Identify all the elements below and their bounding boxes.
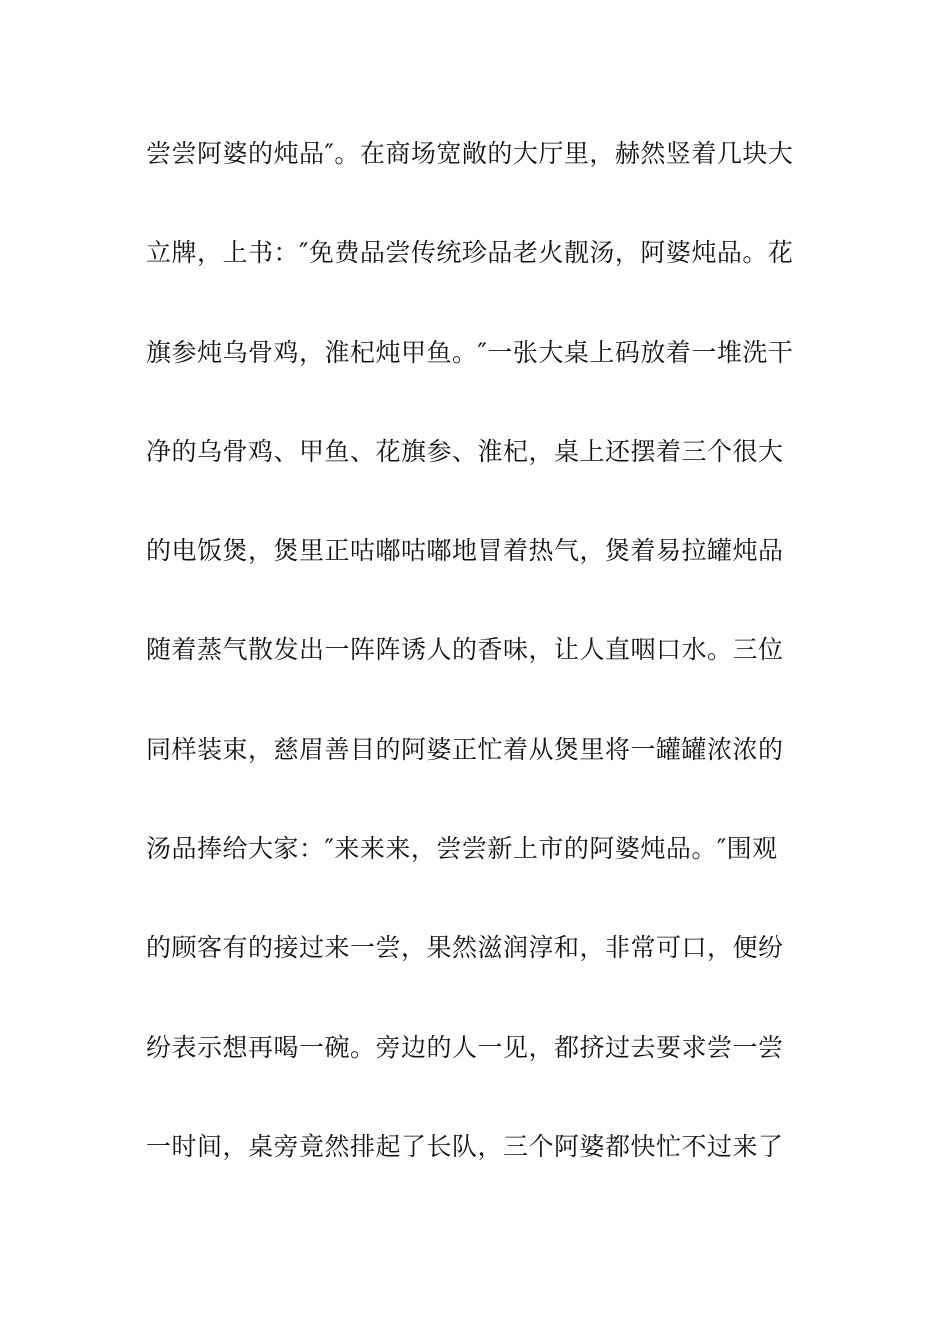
text-line-4: 净的乌骨鸡、甲鱼、花旗参、淮杞，桌上还摆着三个很大 [146, 436, 784, 466]
text-line-9: 的顾客有的接过来一尝，果然滋润淳和，非常可口，便纷 [146, 933, 784, 963]
text-line-7: 同样装束，慈眉善目的阿婆正忙着从煲里将一罐罐浓浓的 [146, 734, 784, 764]
text-line-6: 随着蒸气散发出一阵阵诱人的香味，让人直咽口水。三位 [146, 635, 784, 665]
body-text [146, 132, 806, 1224]
text-line-3: 旗参炖乌骨鸡，淮杞炖甲鱼。″一张大桌上码放着一堆洗干 [146, 337, 794, 367]
text-line-11: 一时间，桌旁竟然排起了长队，三个阿婆都快忙不过来了 [146, 1131, 784, 1161]
text-line-5: 的电饭煲，煲里正咕嘟咕嘟地冒着热气，煲着易拉罐炖品 [146, 536, 784, 566]
text-line-8: 汤品捧给大家：″来来来，尝尝新上市的阿婆炖品。″围观 [146, 834, 778, 864]
text-line-10: 纷表示想再喝一碗。旁边的人一见，都挤过去要求尝一尝 [146, 1032, 784, 1062]
text-line-1: 尝尝阿婆的炖品″。在商场宽敞的大厅里，赫然竖着几块大 [146, 139, 794, 168]
text-line-2: 立牌，上书：″免费品尝传统珍品老火靓汤，阿婆炖品。花 [146, 238, 794, 268]
